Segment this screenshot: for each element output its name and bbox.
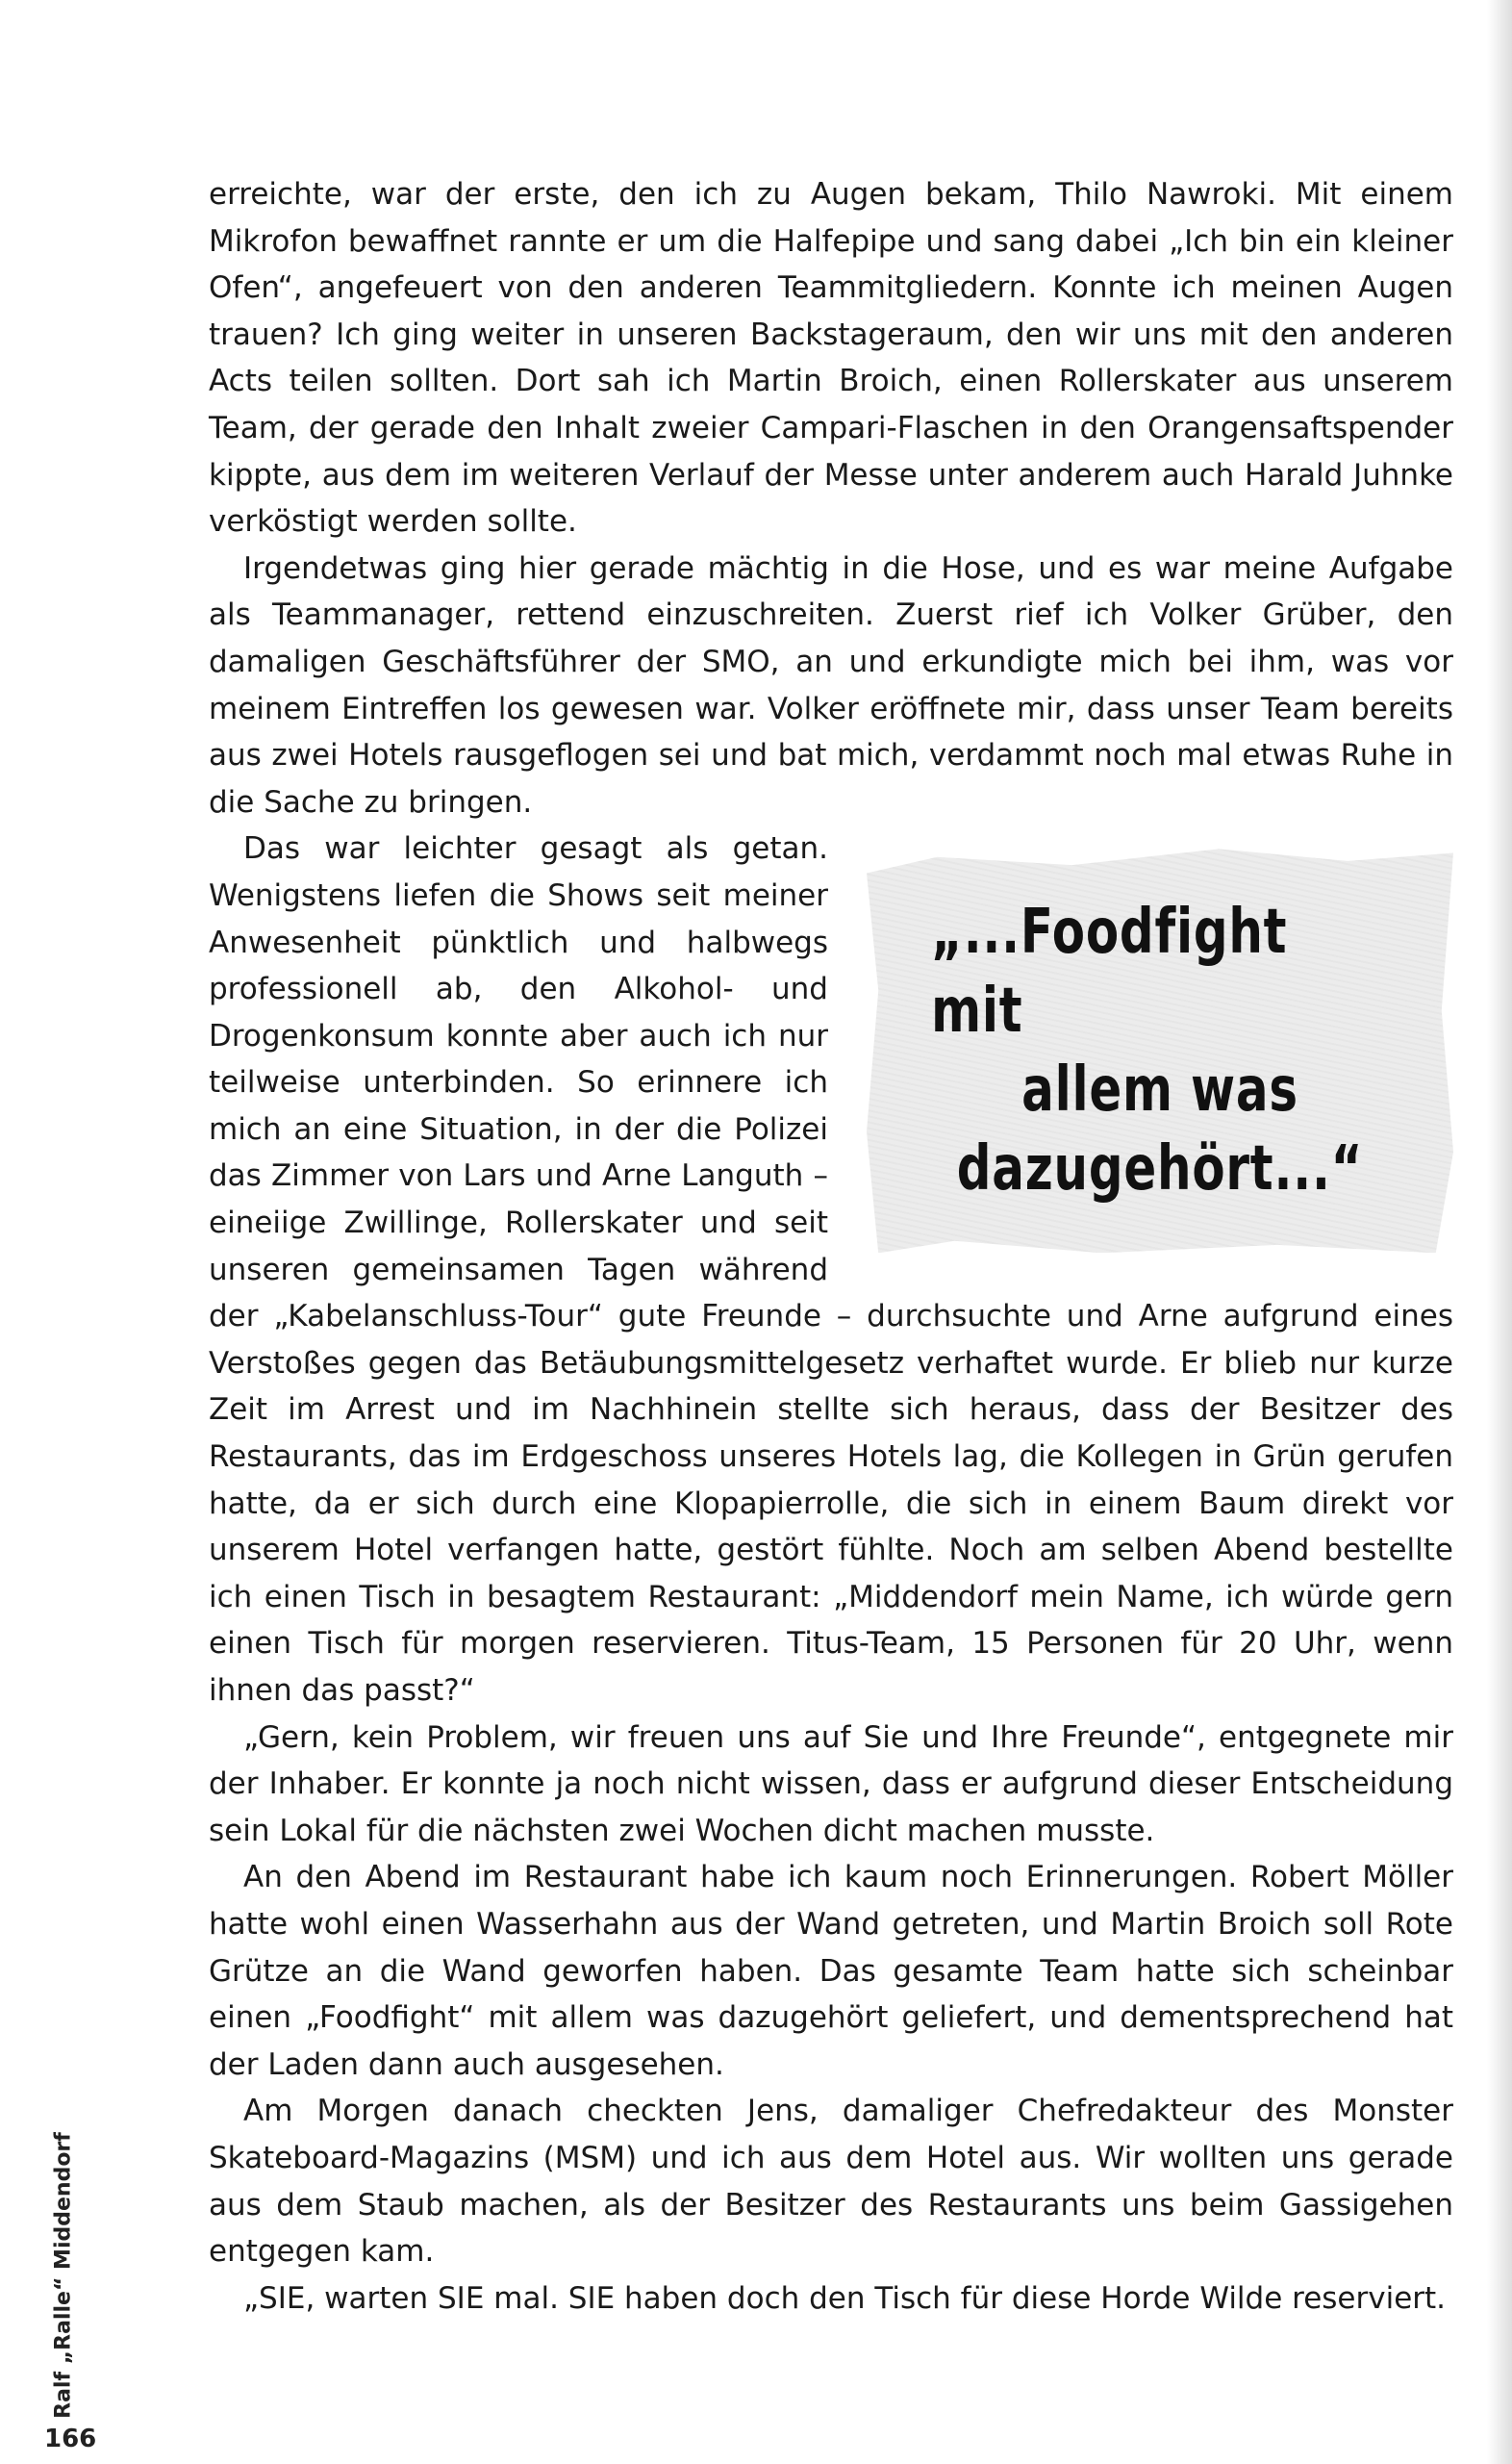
paragraph-3: Das war leichter gesagt als getan. Wenigstens liefen die Shows seit meiner Anwesenheit pünktlich und halbwegs professionell ab, den Alkohol- und Drogenkonsum konnte aber auch ich nur teilweise unterbinden. So erinnere ich mich an eine Situation, in der die Polizei das Zimmer von Lars und Arne Languth – eineiige Zwillinge, Rollerskater und seit unseren gemeinsamen Tagen während der „Kabelanschluss-Tour“ gute Freunde – durchsuchte und Arne aufgrund eines Verstoßes gegen das Betäubungsmittelgesetz verhaftet wurde. Er blieb nur kurze Zeit im Arrest und im Nachhinein stellte sich heraus, dass der Besitzer des Restaurants, das im Erdgeschoss unseres Hotels lag, die Kollegen in Grün gerufen hatte, da er sich durch eine Klopapierrolle, die sich in einem Baum direkt vor unserem Hotel verfangen hatte, gestört fühlte. Noch am selben Abend bestellte ich einen Tisch in besagtem Restaurant: „Middendorf mein Name, ich würde gern einen Tisch für morgen reservieren. Titus-Team, 15 Personen für 20 Uhr, wenn ihnen das passt?“ [209,831,1453,1708]
paragraph-6: Am Morgen danach checkten Jens, damaliger Chefredakteur des Monster Skateboard-Magazins (MSM) und ich aus dem Hotel aus. Wir wollten uns gerade aus dem Staub machen, als der Besitzer des Restaurants uns beim Gassigehen entgegen kam. [209,2094,1453,2270]
body-text [209,171,1453,2322]
page-number: 166 [44,2425,97,2453]
paragraph-7: „SIE, warten SIE mal. SIE haben doch den Tisch für diese Horde Wilde reserviert. [243,2280,1447,2316]
pull-quote-text [931,849,1389,1253]
paragraph-4: „Gern, kein Problem, wir freuen uns auf Sie und Ihre Freunde“, entgegnete mir der Inhaber. Er konnte ja noch nicht wissen, dass er aufgrund dieser Entscheidung sein Lokal für die nächsten zwei Wochen dicht machen musste. [209,1719,1453,1848]
paragraph-5: An den Abend im Restaurant habe ich kaum noch Erinnerungen. Robert Möller hatte wohl einen Wasserhahn aus der Wand getreten, und Martin Broich soll Rote Grütze an die Wand geworfen haben. Das gesamte Team hatte sich scheinbar einen „Foodfight“ mit allem was dazugehört geliefert, und dementsprechend hat der Laden dann auch ausgesehen. [209,1860,1453,2082]
author-name: Ralf „Ralle“ Middendorf [51,2132,76,2419]
pull-quote-line-2: allem was [1021,1054,1298,1127]
pull-quote-line-1: „...Foodfight mit [931,897,1288,1048]
pull-quote [867,849,1453,1253]
page-edge-shadow [1487,0,1512,2464]
paragraph-2: Irgendetwas ging hier gerade mächtig in die Hose, und es war meine Aufgabe als Teammanager, rettend einzuschreiten. Zuerst rief ich Volker Grüber, den damaligen Geschäftsführer der SMO, an und erkundigte mich bei ihm, was vor meinem Eintreffen los gewesen war. Volker eröffnete mir, dass unser Team bereits aus zwei Hotels rausgeflogen sei und bat mich, verdammt noch mal etwas Ruhe in die Sache zu bringen. [209,550,1453,820]
paragraph-1: erreichte, war der erste, den ich zu Augen bekam, Thilo Nawroki. Mit einem Mikrofon bewaffnet rannte er um die Halfepipe und sang dabei „Ich bin ein kleiner Ofen“, angefeuert von den anderen Teammitgliedern. Konnte ich meinen Augen trauen? Ich ging weiter in unseren Backstageraum, den wir uns mit den anderen Acts teilen sollten. Dort sah ich Martin Broich, einen Rollerskater aus unserem Team, der gerade den Inhalt zweier Campari-Flaschen in den Orangensaftspender kippte, aus dem im weiteren Verlauf der Messe unter anderem auch Harald Juhnke verköstigt werden sollte. [209,177,1453,540]
running-head-author [44,2117,83,2434]
pull-quote-line-3: dazugehört...“ [956,1133,1364,1206]
